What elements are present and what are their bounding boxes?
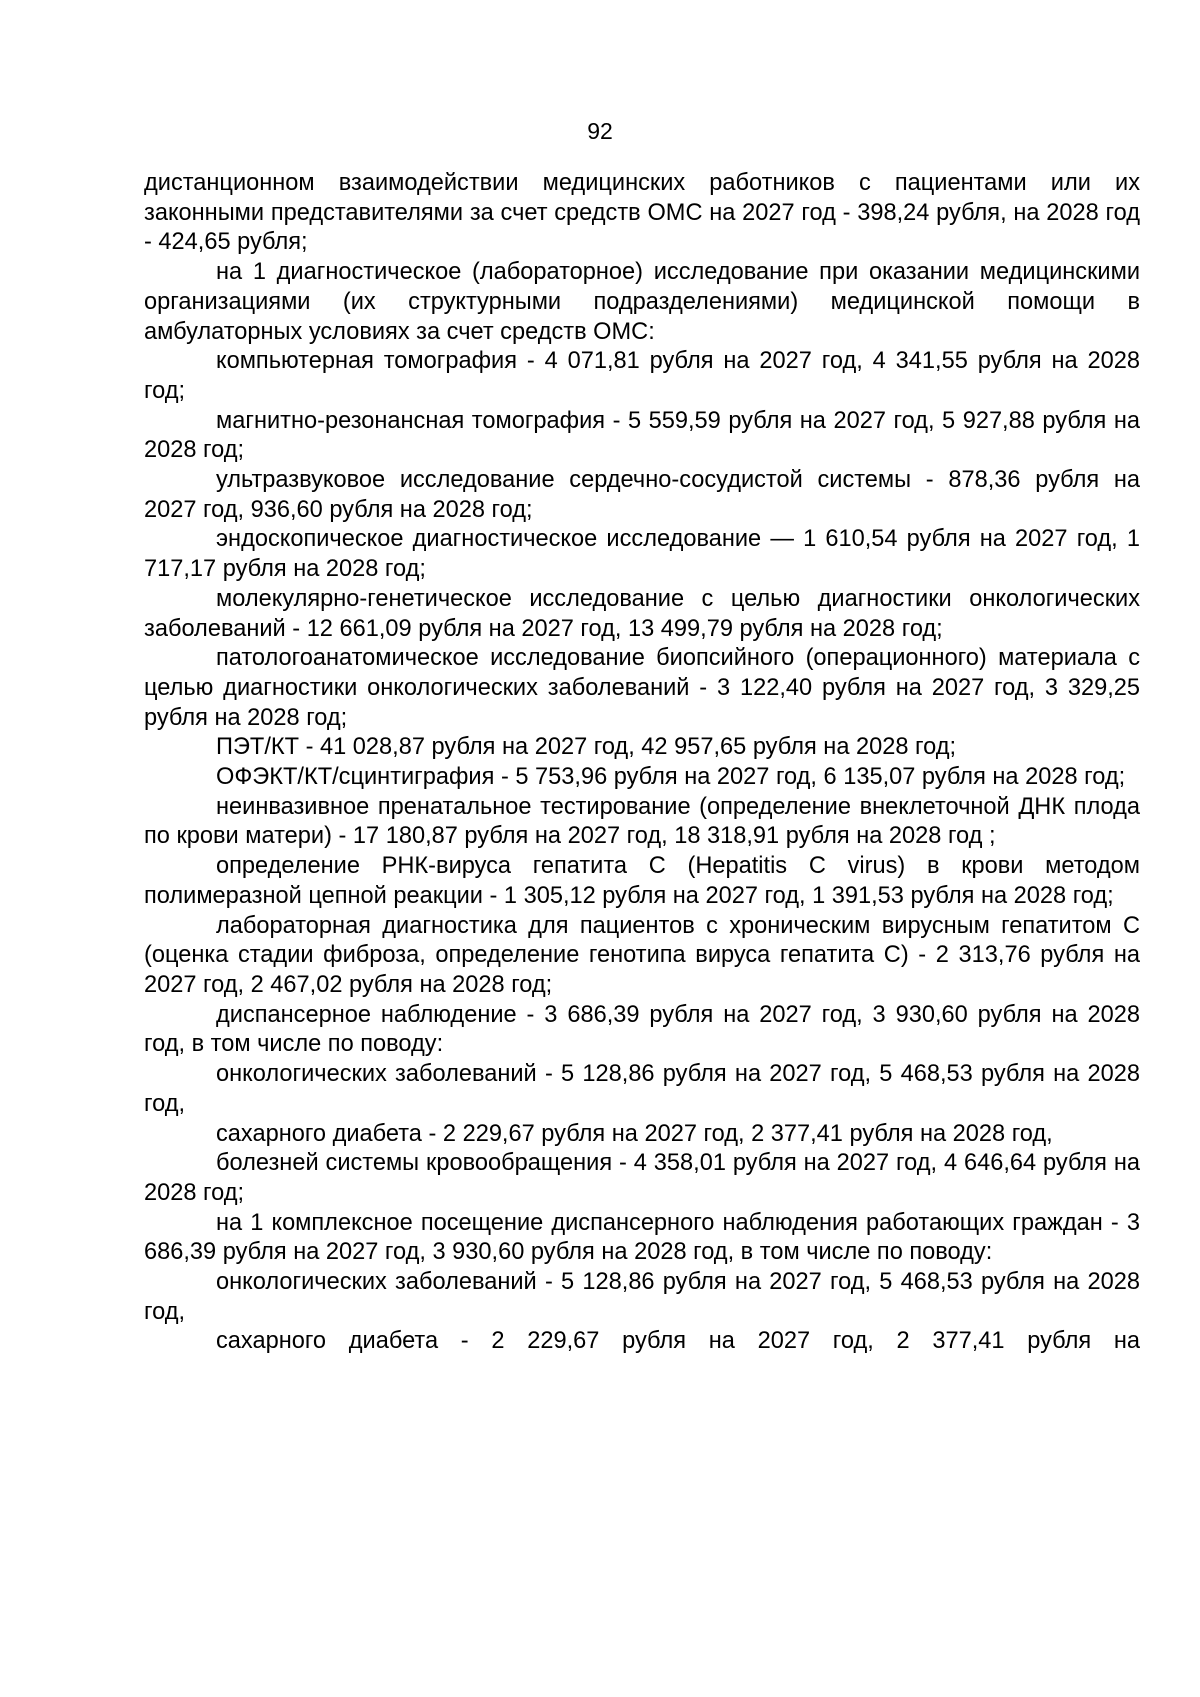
paragraph-endoscopy: эндоскопическое диагностическое исследование — 1 610,54 рубля на 2027 год, 1 717,17 рубля на 2028 год; — [144, 526, 1140, 583]
page-number: 92 — [587, 118, 613, 144]
paragraph-prenatal-testing: неинвазивное пренатальное тестирование (определение внеклеточной ДНК плода по крови матери) - 17 180,87 рубля на 2027 год, 18 318,91 рубля на 2028 год ; — [144, 793, 1140, 850]
paragraph-pathology: патологоанатомическое исследование биопсийного (операционного) материала с целью диагностики онкологических заболеваний - 3 122,40 рубля на 2027 год, 3 329,25 рубля на 2028 год; — [144, 645, 1140, 731]
paragraph-circulatory: болезней системы кровообращения - 4 358,01 рубля на 2027 год, 4 646,64 рубля на 2028 год; — [144, 1150, 1140, 1206]
paragraph-diagnostic-intro: на 1 диагностическое (лабораторное) исследование при оказании медицинскими организациями (их структурными подразделениями) медицинской помощи в амбулаторных условиях за счет средств ОМС: — [144, 259, 1140, 345]
paragraph-oncology-2: онкологических заболеваний - 5 128,86 рубля на 2027 год, 5 468,53 рубля на 2028 год, — [144, 1269, 1140, 1325]
paragraph-dispensary-observation: диспансерное наблюдение - 3 686,39 рубля на 2027 год, 3 930,60 рубля на 2028 год, в том числе по поводу: — [144, 1001, 1140, 1058]
paragraph-oncology-1: онкологических заболеваний - 5 128,86 рубля на 2027 год, 5 468,53 рубля на 2028 год, — [144, 1061, 1140, 1117]
paragraph-molecular-genetic: молекулярно-генетическое исследование с целью диагностики онкологических заболеваний - 12 661,09 рубля на 2027 год, 13 499,79 рубля на 2028 год; — [144, 585, 1140, 642]
paragraph-hcv-lab-diagnostics: лабораторная диагностика для пациентов с хроническим вирусным гепатитом С (оценка стадии фиброза, определение генотипа вируса гепатита С) - 2 313,76 рубля на 2027 год, 2 467,02 рубля на 2028 год; — [144, 912, 1140, 998]
paragraph-ct: компьютерная томография - 4 071,81 рубля на 2027 год, 4 341,55 рубля на 2028 год; — [144, 348, 1140, 404]
paragraph-mri: магнитно-резонансная томография - 5 559,59 рубля на 2027 год, 5 927,88 рубля на 2028 год; — [144, 407, 1140, 464]
document-body — [144, 169, 1140, 1357]
paragraph-diabetes-1: сахарного диабета - 2 229,67 рубля на 2027 год, 2 377,41 рубля на 2028 год, — [216, 1120, 1053, 1147]
paragraph-pet-ct: ПЭТ/КТ - 41 028,87 рубля на 2027 год, 42 957,65 рубля на 2028 год; — [216, 734, 957, 761]
paragraph-cardio-ultrasound: ультразвуковое исследование сердечно-сосудистой системы - 878,36 рубля на 2027 год, 936,60 рубля на 2028 год; — [144, 467, 1140, 523]
paragraph-working-citizens: на 1 комплексное посещение диспансерного наблюдения работающих граждан - 3 686,39 рубля на 2027 год, 3 930,60 рубля на 2028 год, в том числе по поводу: — [144, 1209, 1140, 1266]
paragraph-telemedicine-continuation: дистанционном взаимодействии медицинских работников с пациентами или их законными представителями за счет средств ОМС на 2027 год - 398,24 рубля, на 2028 год - 424,65 рубля; — [144, 170, 1140, 256]
paragraph-diabetes-2: сахарного диабета - 2 229,67 рубля на 2027 год, 2 377,41 рубля на — [216, 1328, 1140, 1355]
paragraph-spect-ct: ОФЭКТ/КТ/сцинтиграфия - 5 753,96 рубля на 2027 год, 6 135,07 рубля на 2028 год; — [216, 764, 1126, 791]
paragraph-hcv-rna: определение РНК-вируса гепатита С (Hepatitis C virus) в крови методом полимеразной цепной реакции - 1 305,12 рубля на 2027 год, 1 391,53 рубля на 2028 год; — [144, 853, 1140, 909]
